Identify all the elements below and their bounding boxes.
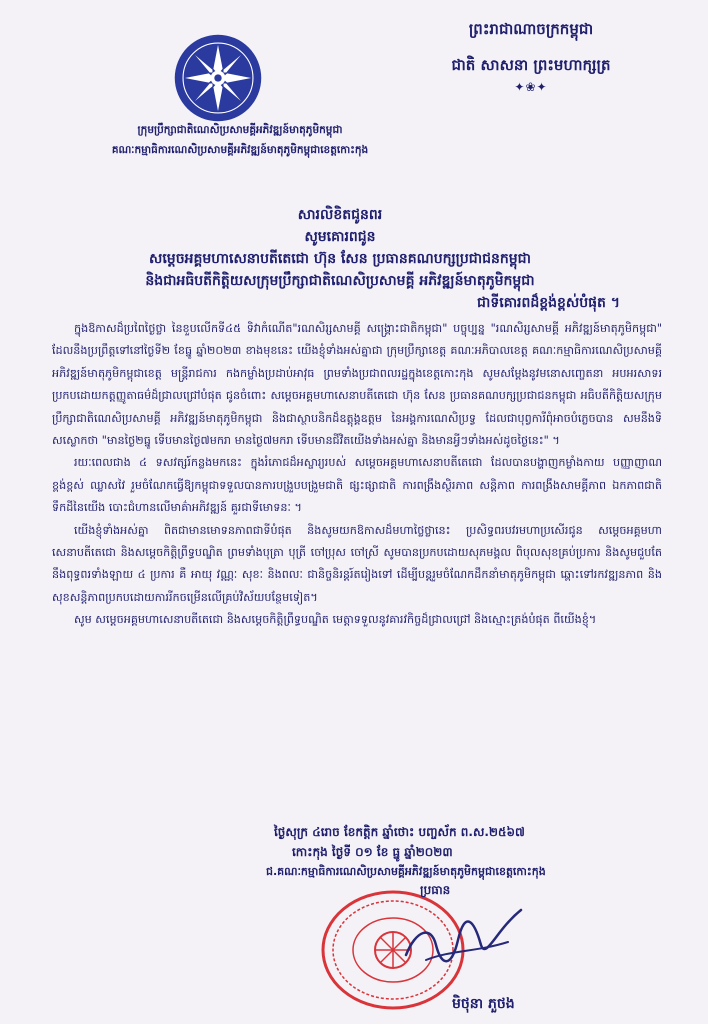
kingdom-header <box>416 16 646 94</box>
letter-body <box>52 318 662 632</box>
body-paragraph-4: សូម សម្តេចអគ្គមហាសេនាបតីតេជោ និងសម្តេចកិត្តិព្រឹទ្ធបណ្ឌិត មេត្តាទទួលនូវគារវកិច្ចដ៏ជ្រាលជ្រៅ និងស្មោះត្រង់បំផុត ពីយើងខ្ញុំ។ <box>74 613 597 627</box>
handwritten-signature <box>396 900 526 980</box>
body-paragraph-3: យើងខ្ញុំទាំងអស់គ្នា ពិតជាមានមោទនភាពជាទីបំផុត និងសូមយកឱកាសដ៏មហាថ្លៃថ្លានេះ ប្រសិទ្ធពរបវរមហាប្រសើរជូន សម្តេចអគ្គមហាសេនាបតីតេជោ និងសម្តេចកិត្តិព្រឹទ្ធបណ្ឌិត ព្រមទាំងបុត្រា បុត្រី ចៅប្រុស ចៅស្រី សូមបានប្រកបដោយសុភមង្គល ពិបុលសុខគ្រប់ប្រការ និងសូមជួបតែនឹងពុទ្ធពរទាំងឡាយ ៤ ប្រការ គឺ អាយុ វណ្ណៈ សុខៈ និងពលៈ ជានិច្ចនិរន្តរ៍តរៀងទៅ ដើម្បីបន្តរួមចំណែកដឹកនាំមាតុភូមិកម្ពុជា ឆ្ពោះទៅរកវឌ្ឍនភាព និងសុខសន្តិភាពប្រកបដោយការរីកចម្រើនលើគ្រប់វិស័យបន្ថែមទៀត។ <box>52 523 662 604</box>
lunar-date: ថ្ងៃសុក្រ ៤រោច ខែកត្តិក ឆ្នាំថោះ បញ្ចស័ក ព.ស.២៥៦៧ <box>274 825 525 839</box>
organization-name-national: ក្រុមប្រឹក្សាជាតិណេសិប្រសាមគ្គីអភិវឌ្ឍន៍មាតុភូមិកម្ពុជា <box>137 124 343 136</box>
body-paragraph-1: ក្នុងឱកាសដ៏ប្រពៃថ្ងៃថ្លា នៃខួបលើកទី៤៥ ទិវាកំណើត"រណសិរ្សសាមគ្គី សង្គ្រោះជាតិកម្ពុជា" បច្ចុប្បន្ន "រណសិរ្សសាមគ្គី អភិវឌ្ឍន៍មាតុភូមិកម្ពុជា" ដែលនឹងប្រព្រឹត្តទៅនៅថ្ងៃទី២ ខែធ្នូ ឆ្នាំ២០២៣ ខាងមុខនេះ យើងខ្ញុំទាំងអស់គ្នាជា ក្រុមប្រឹក្សាខេត្ត គណៈអភិបាលខេត្ត គណៈកម្មាធិការណេសិប្រសាមគ្គីអភិវឌ្ឍន៍មាតុភូមិកម្ពុជាខេត្ត មន្ត្រីរាជការ កងកម្លាំងប្រដាប់អាវុធ ព្រមទាំងប្រជាពលរដ្ឋក្នុងខេត្តកោះកុង សូមសម្តែងនូវមនោសញ្ចេតនា អបអរសាទរ ប្រកបដោយកត្តញ្ញូតាធម៌ដ៏ជ្រាលជ្រៅបំផុត ជូនចំពោះ សម្តេចអគ្គមហាសេនាបតីតេជោ ហ៊ុន សែន ប្រធានគណបក្សប្រជាជនកម្ពុជា អធិបតីកិត្តិយសក្រុមប្រឹក្សាជាតិណេសិប្រសាមគ្គី អភិវឌ្ឍន៍មាតុភូមិកម្ពុជា និងជាស្ថាបនិកដ៏ឧត្តុង្គឧត្តម នៃអង្គការណេសិប្រទ្វ ដែលជាបុព្វការីពុំអាចបំភ្លេចបាន សមនឹងទិសស្លោកថា "មានថ្ងៃ២ធ្នូ ទើបមានថ្ងៃ៧មករា មានថ្ងៃ៧មករា ទើបមានជីវិតយើងទាំងអស់គ្នា និងមានអ្វីៗទាំងអស់ដូចថ្ងៃនេះ" ។ <box>52 322 662 448</box>
organization-name-provincial: គណៈកម្មាធិការណេសិប្រសាមគ្គីអភិវឌ្ឍន៍មាតុភូមិកម្ពុជាខេត្តកោះកុង <box>111 144 369 156</box>
organization-logo-icon <box>172 32 264 124</box>
body-paragraph-2: រយៈពេលជាង ៤ ទសវត្សរ៍កន្លងមកនេះ ក្នុងរំភោជដ៏អស្ចារ្យរបស់ សម្តេចអគ្គមហាសេនាបតីតេជោ ដែលបានបង្ហាញកម្លាំងកាយ បញ្ញាញាណខ្ពង់ខ្ពស់ ឈ្លាសវៃ រួមចំណែកធ្វើឱ្យកម្ពុជាទទួលបានការបង្រួបបង្រួមជាតិ ផ្សះផ្សាជាតិ ការពង្រឹងស្ថិរភាព សន្តិភាព ការពង្រឹងសាមគ្គីភាព ឯកភាពជាតិទឹកដីនៃយើង បោះជំហានលើមាគ៌ាអភិវឌ្ឍន៍ គួរជាទីមោទនៈ ។ <box>52 456 662 515</box>
organization-block <box>40 124 440 159</box>
date-block <box>256 822 676 882</box>
letter-salutation: សូមគោរពជូន <box>304 229 376 245</box>
signatory-role: ប្រធាន <box>420 883 451 897</box>
recipient-line-3: ជាទីគោរពដ៏ខ្ពង់ខ្ពស់បំផុត ។ <box>477 295 620 311</box>
on-behalf-of: ជ.គណៈកម្មាធិការណេសិប្រសាមគ្គីអភិវឌ្ឍន៍មាតុភូមិកម្ពុជាខេត្តកោះកុង <box>266 865 546 878</box>
header-ornament: ✦❀✦ <box>514 80 548 94</box>
signatory-name: មិថុនា ភួថង <box>452 996 515 1012</box>
solar-date: កោះកុង ថ្ងៃទី ០១ ខែ ធ្នូ ឆ្នាំ២០២៣ <box>292 845 453 859</box>
recipient-line-2: និងជាអធិបតីកិត្តិយសក្រុមប្រឹក្សាជាតិណេសិប្រសាមគ្គី អភិវឌ្ឍន៍មាតុភូមិកម្ពុជា <box>145 273 535 289</box>
national-motto: ជាតិ សាសនា ព្រះមហាក្សត្រ <box>451 56 611 74</box>
recipient-line-1: សម្តេចអគ្គមហាសេនាបតីតេជោ ហ៊ុន សែន ប្រធានគណបក្សប្រជាជនកម្ពុជា <box>149 251 531 267</box>
kingdom-name: ព្រះរាជាណាចក្រកម្ពុជា <box>468 20 594 38</box>
letter-headings <box>20 204 660 314</box>
letter-title: សារលិខិតជូនពរ <box>297 207 383 223</box>
